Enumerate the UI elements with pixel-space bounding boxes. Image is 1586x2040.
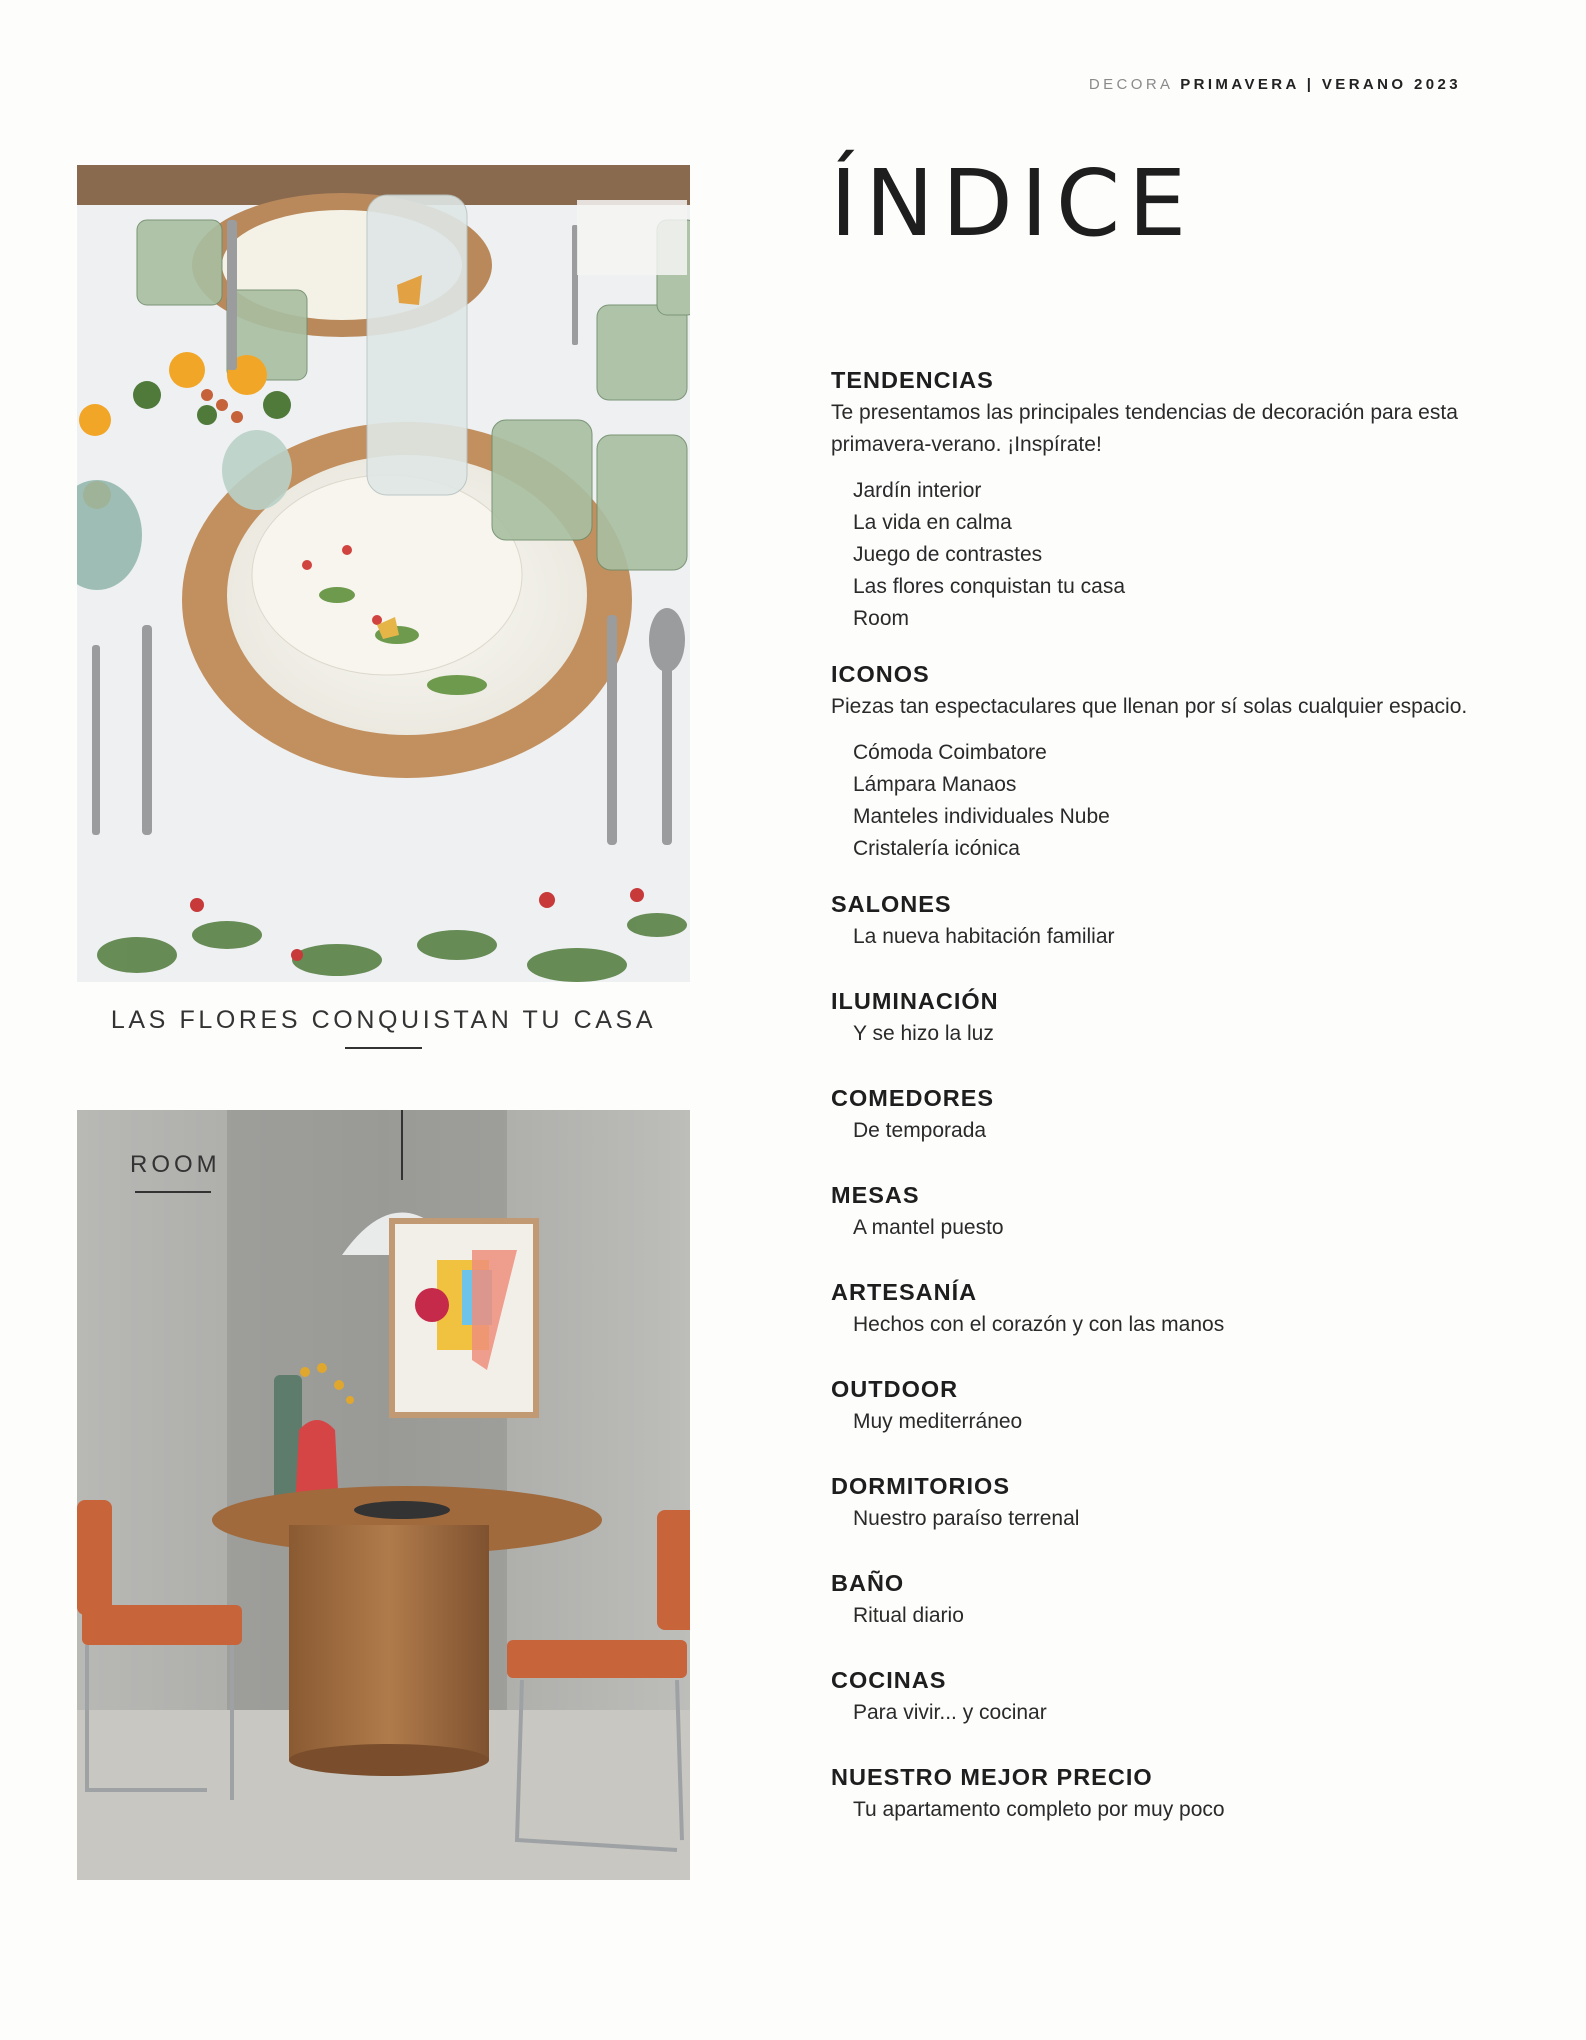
toc-section-cocinas: [831, 1663, 1471, 1728]
section-title: SALONES: [831, 891, 952, 917]
section-description: Piezas tan espectaculares que llenan por sí solas cualquier espacio.: [831, 695, 1468, 718]
toc-item[interactable]: Nuestro paraíso terrenal: [853, 1507, 1080, 1530]
section-title: BAÑO: [831, 1570, 905, 1596]
toc-item[interactable]: Cristalería icónica: [853, 837, 1020, 860]
magazine-header: [1089, 76, 1461, 93]
section-items: [831, 737, 1471, 865]
toc-item[interactable]: Las flores conquistan tu casa: [853, 575, 1125, 598]
toc-item[interactable]: Tu apartamento completo por muy poco: [853, 1798, 1225, 1821]
section-title: OUTDOOR: [831, 1376, 959, 1402]
toc-section-mejor-precio: [831, 1760, 1471, 1825]
toc-item[interactable]: La vida en calma: [853, 511, 1012, 534]
toc-section-dormitorios: [831, 1469, 1471, 1534]
room-tag: ROOM: [130, 1151, 221, 1178]
room-photo: [77, 1110, 690, 1880]
table-photo-caption: LAS FLORES CONQUISTAN TU CASA: [110, 1006, 657, 1034]
toc-item[interactable]: Ritual diario: [853, 1604, 964, 1627]
section-title: TENDENCIAS: [831, 367, 994, 393]
section-title: COMEDORES: [831, 1085, 995, 1111]
toc-section-salones: [831, 887, 1471, 952]
toc-item[interactable]: Para vivir... y cocinar: [853, 1701, 1047, 1724]
toc-section-tendencias: [831, 363, 1471, 635]
toc-item[interactable]: Juego de contrastes: [853, 543, 1043, 566]
toc-section-iconos: [831, 657, 1471, 865]
room-tag-divider: [135, 1191, 211, 1193]
toc-item[interactable]: Hechos con el corazón y con las manos: [853, 1313, 1225, 1336]
toc-section-comedores: [831, 1081, 1471, 1146]
section-title: COCINAS: [831, 1667, 947, 1693]
toc-item[interactable]: A mantel puesto: [853, 1216, 1004, 1239]
toc-item[interactable]: Y se hizo la luz: [853, 1022, 994, 1045]
section-title: NUESTRO MEJOR PRECIO: [831, 1764, 1153, 1790]
header-season: PRIMAVERA | VERANO 2023: [1180, 76, 1461, 93]
section-title: ARTESANÍA: [831, 1279, 978, 1305]
toc-section-outdoor: [831, 1372, 1471, 1437]
section-title: MESAS: [831, 1182, 920, 1208]
table-setting-photo: [77, 165, 690, 982]
toc-item[interactable]: Room: [853, 607, 910, 630]
toc-item[interactable]: De temporada: [853, 1119, 987, 1142]
toc-item[interactable]: La nueva habitación familiar: [853, 925, 1115, 948]
page-title: ÍNDICE: [830, 150, 1195, 257]
toc-item[interactable]: Cómoda Coimbatore: [853, 741, 1047, 764]
toc-section-mesas: [831, 1178, 1471, 1243]
table-of-contents: [831, 363, 1471, 1857]
toc-item[interactable]: Lámpara Manaos: [853, 773, 1017, 796]
section-title: ICONOS: [831, 661, 930, 687]
toc-item[interactable]: Manteles individuales Nube: [853, 805, 1110, 828]
header-brand: DECORA: [1088, 76, 1173, 93]
section-items: [831, 475, 1471, 635]
toc-section-artesania: [831, 1275, 1471, 1340]
section-title: DORMITORIOS: [831, 1473, 1010, 1499]
toc-section-bano: [831, 1566, 1471, 1631]
section-description: Te presentamos las principales tendencias de decoración para esta primavera-verano. ¡Inspírate!: [831, 401, 1458, 456]
section-title: ILUMINACIÓN: [831, 988, 999, 1014]
toc-item[interactable]: Muy mediterráneo: [853, 1410, 1023, 1433]
caption-divider: [345, 1047, 422, 1049]
toc-section-iluminacion: [831, 984, 1471, 1049]
toc-item[interactable]: Jardín interior: [853, 479, 982, 502]
